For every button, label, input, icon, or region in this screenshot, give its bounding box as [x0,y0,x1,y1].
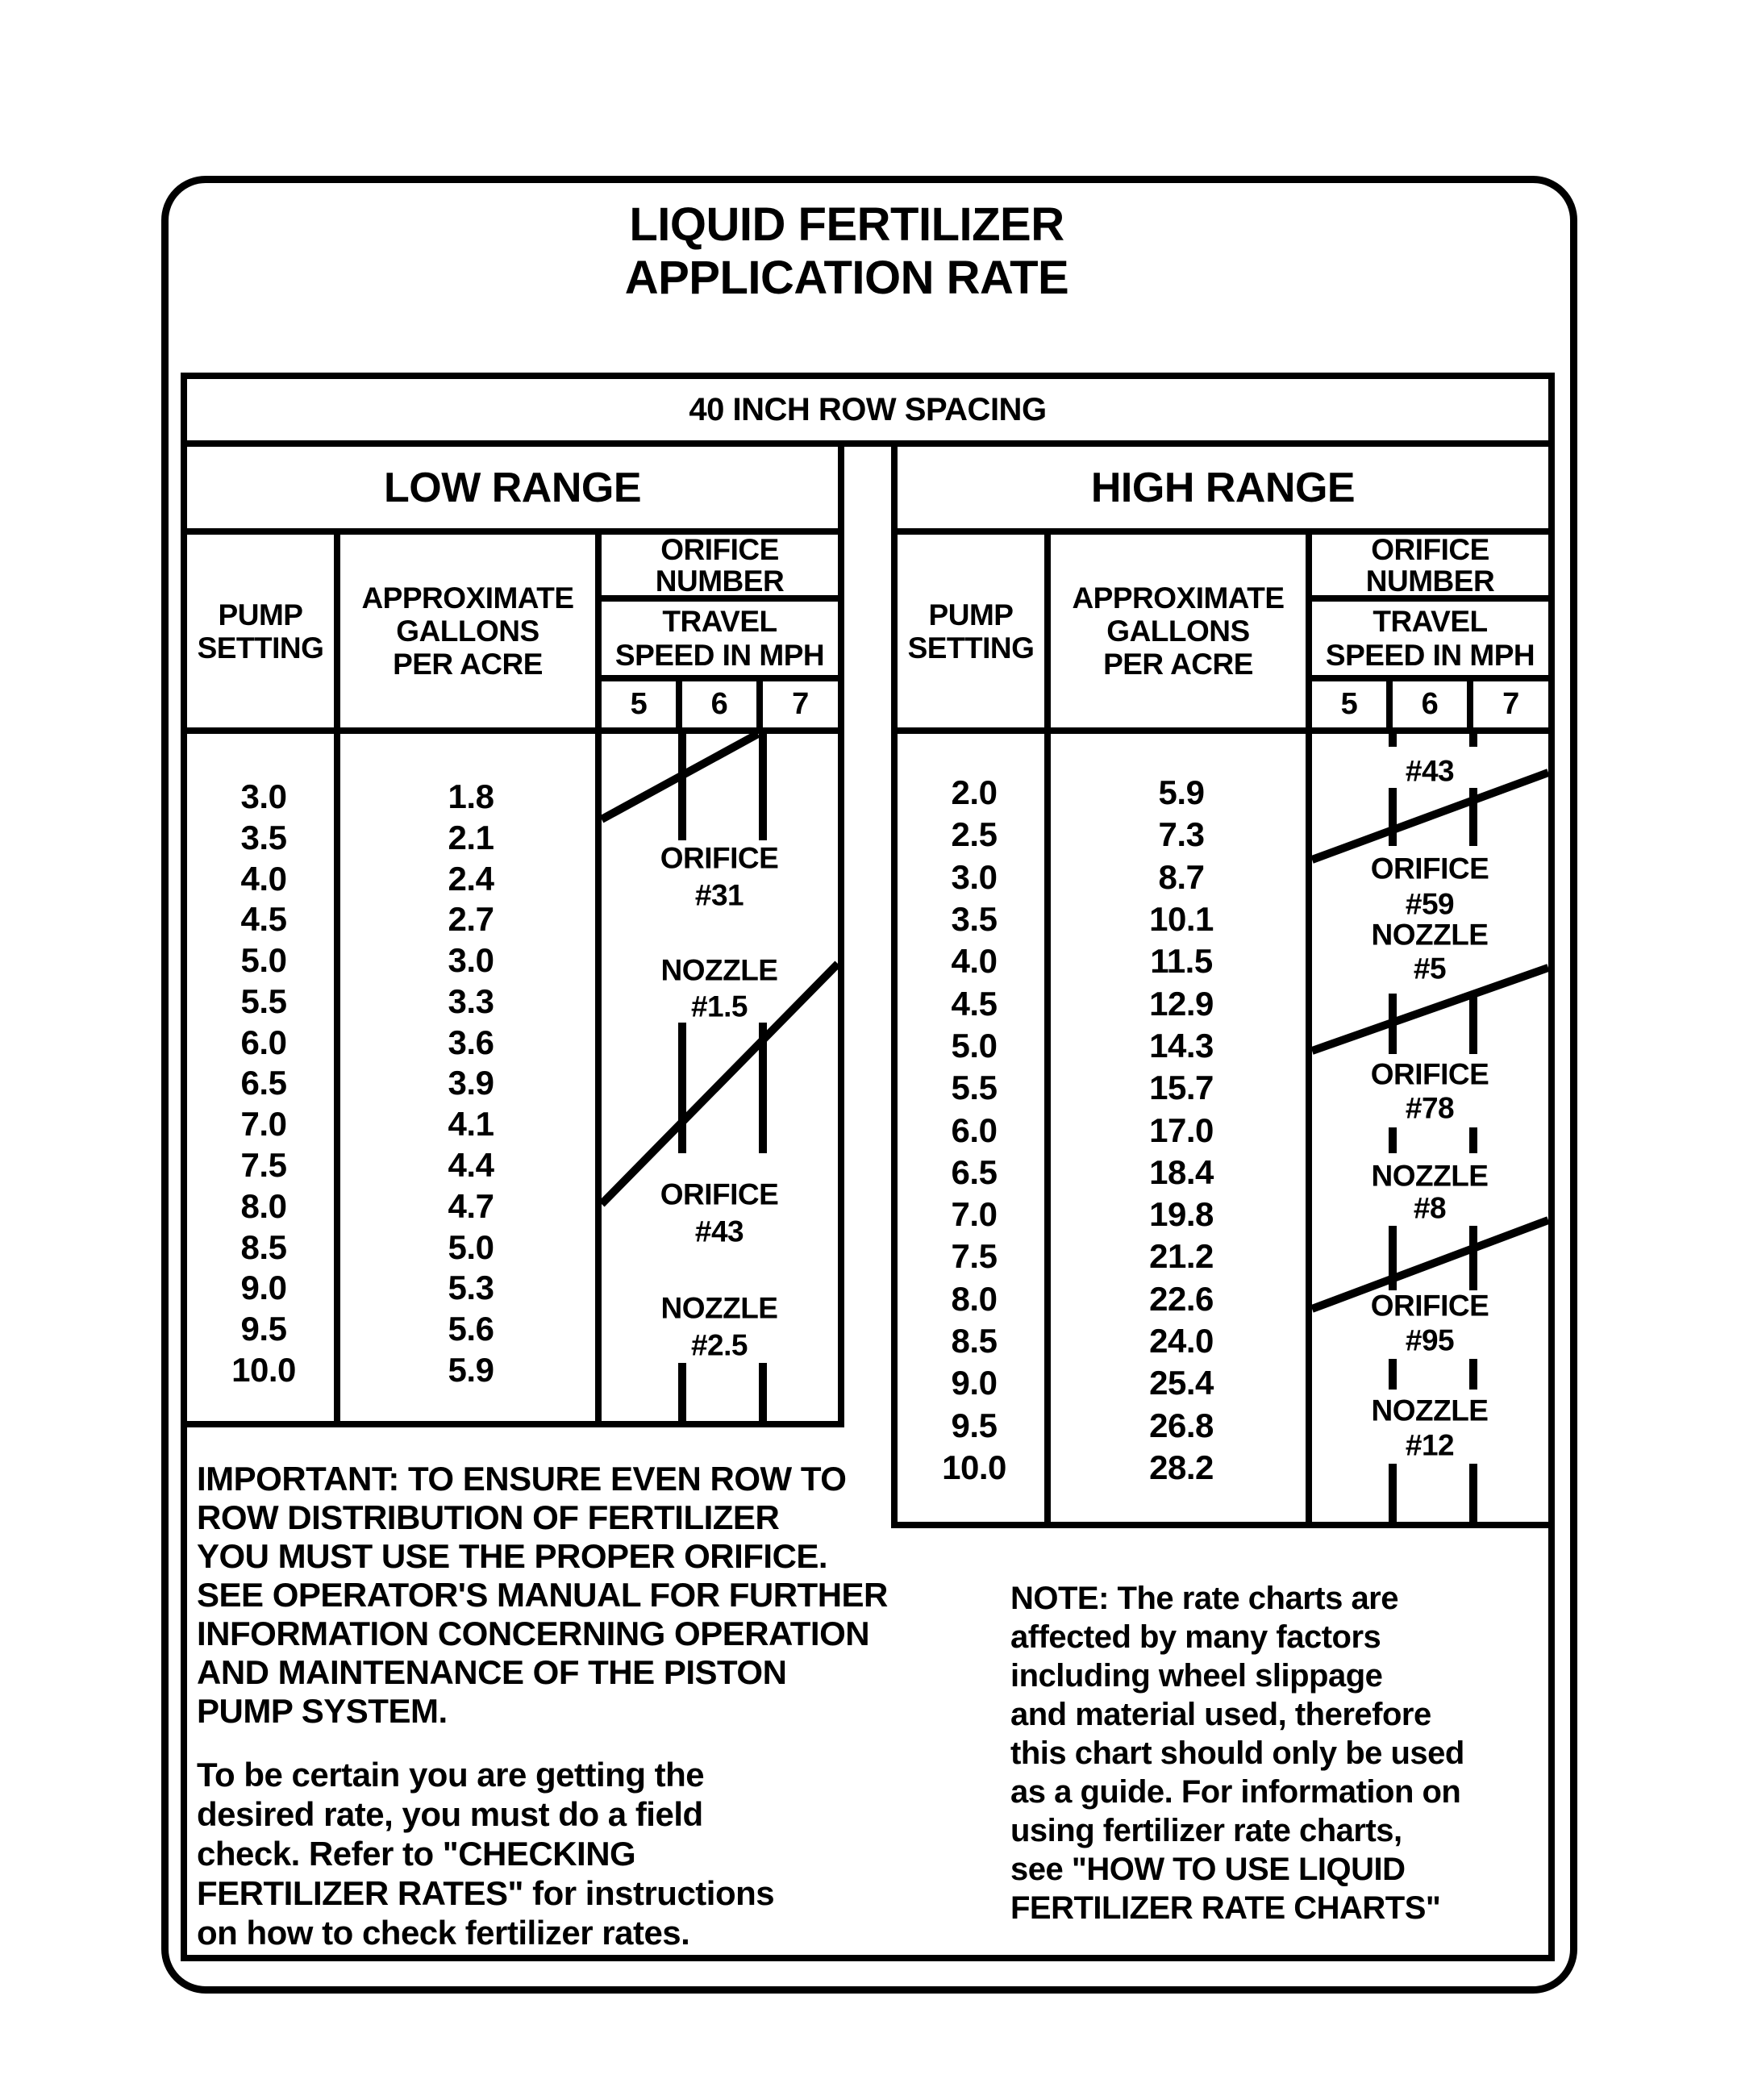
table-row [898,901,1312,938]
gallons-per-acre-value: 3.3 [448,981,494,1020]
text-line: ROW DISTRIBUTION OF FERTILIZER [197,1498,780,1536]
table-row [187,983,602,1020]
text-line: IMPORTANT: TO ENSURE EVEN ROW TO [197,1460,847,1498]
pump-setting-value: 9.5 [240,1310,287,1348]
gallons-per-acre-value: 25.4 [1149,1364,1214,1402]
zone-label: ORIFICE [660,1177,779,1211]
low-orifice-zone-diagram [602,734,838,1421]
low-speed-7: 7 [792,687,809,721]
text-line: APPROXIMATE [361,581,574,615]
gallons-per-acre-value: 1.8 [448,777,494,815]
text-line: SPEED IN MPH [614,638,825,672]
low-speed-5: 5 [602,681,682,727]
table-row [898,943,1312,980]
pump-setting-value: 8.0 [240,1186,287,1225]
table-row [187,1065,602,1102]
pump-setting-value: 3.5 [240,818,287,856]
gallons-per-acre-value: 28.2 [1149,1448,1214,1486]
text-line: PUMP SYSTEM. [197,1692,448,1730]
text-line: including wheel slippage [1010,1658,1383,1694]
text-line: ORIFICE [660,532,779,566]
table-row [898,1112,1312,1149]
gallons-per-acre-value: 26.8 [1149,1406,1214,1444]
pump-setting-value: 8.5 [951,1322,998,1360]
pump-setting-value: 3.0 [240,777,287,815]
gallons-per-acre-value: 5.3 [448,1269,494,1307]
table-row [898,1323,1312,1360]
zone-label: #59 [1405,887,1455,921]
text-line: NOTE: The rate charts are [1010,1581,1398,1616]
gallons-per-acre-value: 3.0 [448,941,494,980]
high-pump-setting-header [898,535,1051,727]
field-check-note [197,1755,774,1952]
low-column-divider-1 [334,734,340,1421]
low-speed-6: 6 [682,681,763,727]
gallons-per-acre-value: 4.1 [448,1105,494,1144]
zone-label: NOZZLE [1371,918,1489,952]
text-line: PUMP [928,598,1014,631]
text-line: on how to check fertilizer rates. [197,1914,690,1952]
zone-label: NOZZLE [660,1291,778,1325]
text-line: ORIFICE [1371,532,1489,566]
pump-setting-value: 8.5 [240,1227,287,1266]
gallons-per-acre-value: 5.9 [1158,773,1205,811]
high-speed-6: 6 [1393,681,1473,727]
gallons-per-acre-value: 4.7 [448,1186,494,1225]
zone-label: #43 [694,1215,744,1248]
low-orifice-header [602,532,838,727]
text-line: PER ACRE [393,648,543,681]
table-row [898,859,1312,896]
table-row [187,819,602,856]
table-row [898,1069,1312,1106]
pump-setting-value: 4.0 [240,859,287,898]
gallons-per-acre-value: 22.6 [1149,1279,1214,1318]
zone-label: ORIFICE [1370,1057,1489,1091]
text-line: AND MAINTENANCE OF THE PISTON [197,1653,787,1691]
high-speed-columns [1312,681,1548,727]
table-row [898,985,1312,1023]
table-row [187,1147,602,1184]
low-pump-setting-header [187,535,340,727]
zone-label: #12 [1405,1428,1455,1462]
high-speed-5: 5 [1312,681,1393,727]
pump-setting-value: 5.0 [951,1026,998,1065]
text-line: and material used, therefore [1010,1697,1431,1732]
pump-setting-value: 7.5 [951,1237,998,1276]
high-column-divider-2 [1306,734,1312,1522]
low-orifice-number-header [602,532,838,602]
high-speed-7: 7 [1502,687,1519,721]
text-line: FERTILIZER RATES" for instructions [197,1874,775,1912]
text-line: YOU MUST USE THE PROPER ORIFICE. [197,1537,828,1575]
pump-setting-value: 3.5 [951,899,998,938]
gallons-per-acre-value: 5.9 [448,1350,494,1389]
gallons-per-acre-value: 10.1 [1149,899,1214,938]
table-row [898,1238,1312,1275]
gallons-per-acre-value: 2.4 [448,859,494,898]
text-line: To be certain you are getting the [197,1756,705,1794]
pump-setting-value: 7.0 [240,1105,287,1144]
gallons-per-acre-value: 4.4 [448,1146,494,1185]
text-line: desired rate, you must do a field [197,1795,703,1833]
high-range-rows [898,734,1312,1522]
gallons-per-acre-value: 14.3 [1149,1026,1214,1065]
text-line: PUMP [218,598,303,631]
table-row [187,860,602,898]
pump-setting-value: 7.5 [240,1146,287,1185]
text-line: as a guide. For information on [1010,1774,1461,1810]
pump-setting-value: 9.0 [951,1364,998,1402]
low-gallons-header [340,535,602,727]
text-line: GALLONS [1106,615,1250,648]
low-range-title: LOW RANGE [187,447,838,535]
table-row [187,1229,602,1266]
table-row [898,1027,1312,1065]
table-row [187,1269,602,1306]
gallons-per-acre-value: 7.3 [1158,815,1205,854]
table-row [898,1281,1312,1318]
text-line: GALLONS [396,615,539,648]
pump-setting-value: 10.0 [942,1448,1006,1486]
pump-setting-value: 8.0 [951,1279,998,1318]
pump-setting-value: 3.0 [951,857,998,896]
pump-setting-value: 9.5 [951,1406,998,1444]
page-title-line1: LIQUID FERTILIZER [629,198,1064,251]
table-row [898,1407,1312,1444]
text-line: INFORMATION CONCERNING OPERATION [197,1615,870,1652]
important-note [197,1460,888,1731]
text-line: SEE OPERATOR'S MANUAL FOR FURTHER [197,1576,888,1614]
pump-setting-value: 6.5 [240,1064,287,1102]
pump-setting-value: 2.0 [951,773,998,811]
table-row [187,1106,602,1143]
zone-label: NOZZLE [1371,1394,1489,1427]
zone-label: #8 [1413,1191,1447,1225]
table-row [187,901,602,938]
zone-label: NOZZLE [1371,1159,1489,1193]
zone-label: #5 [1413,952,1447,985]
gallons-per-acre-value: 8.7 [1158,857,1205,896]
high-range-table [891,447,1548,1528]
zone-label: ORIFICE [1370,1289,1489,1323]
zone-label: ORIFICE [660,841,779,875]
rate-chart-note [1010,1579,1464,1927]
pump-setting-value: 4.5 [240,900,287,939]
zone-label: #78 [1405,1091,1455,1125]
zone-label: #1.5 [690,990,748,1023]
zone-label: #31 [694,878,744,912]
table-row [898,1365,1312,1402]
gallons-per-acre-value: 5.0 [448,1227,494,1266]
gallons-per-acre-value: 3.9 [448,1064,494,1102]
table-row [898,1449,1312,1486]
table-row [898,1154,1312,1191]
gallons-per-acre-value: 24.0 [1149,1322,1214,1360]
gallons-per-acre-value: 21.2 [1149,1237,1214,1276]
low-column-divider-2 [595,734,602,1421]
high-column-divider-1 [1044,734,1051,1522]
table-row [187,1024,602,1061]
table-row [187,942,602,979]
text-line: SETTING [197,631,324,665]
pump-setting-value: 10.0 [231,1350,296,1389]
zone-label: #95 [1405,1323,1455,1357]
high-range-header-row [898,532,1548,734]
high-orifice-number-header [1312,532,1548,602]
pump-setting-value: 4.5 [951,984,998,1023]
gallons-per-acre-value: 15.7 [1149,1069,1214,1107]
table-row [898,774,1312,811]
high-gallons-header [1051,535,1312,727]
table-row [898,1196,1312,1233]
text-line: see "HOW TO USE LIQUID [1010,1852,1406,1887]
low-range-header-row [187,532,838,734]
table-row [187,1310,602,1348]
zone-label: ORIFICE [1370,852,1489,885]
pump-setting-value: 5.5 [951,1069,998,1107]
text-line: NUMBER [655,564,785,598]
pump-setting-value: 6.5 [951,1152,998,1191]
zone-label: #2.5 [690,1328,748,1362]
text-line: this chart should only be used [1010,1735,1464,1771]
gallons-per-acre-value: 12.9 [1149,984,1214,1023]
text-line: TRAVEL [1373,604,1488,638]
text-line: PER ACRE [1103,648,1253,681]
text-line: check. Refer to "CHECKING [197,1835,636,1873]
table-row [187,778,602,815]
gallons-per-acre-value: 2.1 [448,818,494,856]
gallons-per-acre-value: 2.7 [448,900,494,939]
table-row [187,1352,602,1389]
low-range-data-area [187,734,838,1421]
high-orifice-header [1312,532,1548,727]
pump-setting-value: 7.0 [951,1195,998,1234]
text-line: affected by many factors [1010,1619,1381,1655]
gallons-per-acre-value: 17.0 [1149,1110,1214,1149]
pump-setting-value: 6.0 [951,1110,998,1149]
row-spacing-header [187,379,1548,447]
table-row [898,816,1312,853]
low-range-table [187,447,844,1427]
gallons-per-acre-value: 3.6 [448,1023,494,1061]
page-title [202,198,1492,305]
high-range-title: HIGH RANGE [898,447,1548,535]
gallons-per-acre-value: 11.5 [1150,942,1213,981]
gallons-per-acre-value: 5.6 [448,1310,494,1348]
text-line: APPROXIMATE [1072,581,1285,615]
text-line: NUMBER [1365,564,1495,598]
text-line: FERTILIZER RATE CHARTS" [1010,1890,1441,1926]
high-range-data-area [898,734,1548,1522]
low-travel-speed-header [602,602,838,681]
high-orifice-zone-diagram [1312,734,1548,1522]
page-title-line2: APPLICATION RATE [624,252,1069,304]
low-range-rows [187,734,602,1421]
row-spacing-label: 40 INCH ROW SPACING [689,391,1047,427]
high-travel-speed-header [1312,602,1548,681]
text-line: SETTING [907,631,1035,665]
text-line: SPEED IN MPH [1325,638,1535,672]
gallons-per-acre-value: 19.8 [1149,1195,1214,1234]
pump-setting-value: 9.0 [240,1269,287,1307]
zone-label: NOZZLE [660,953,778,987]
pump-setting-value: 5.5 [240,981,287,1020]
pump-setting-value: 4.0 [951,942,998,981]
low-speed-columns [602,681,838,727]
text-line: TRAVEL [662,604,777,638]
pump-setting-value: 6.0 [240,1023,287,1061]
text-line: using fertilizer rate charts, [1010,1813,1402,1848]
table-row [187,1188,602,1225]
pump-setting-value: 2.5 [951,815,998,854]
zone-label: #43 [1405,754,1455,788]
gallons-per-acre-value: 18.4 [1149,1152,1214,1191]
pump-setting-value: 5.0 [240,941,287,980]
